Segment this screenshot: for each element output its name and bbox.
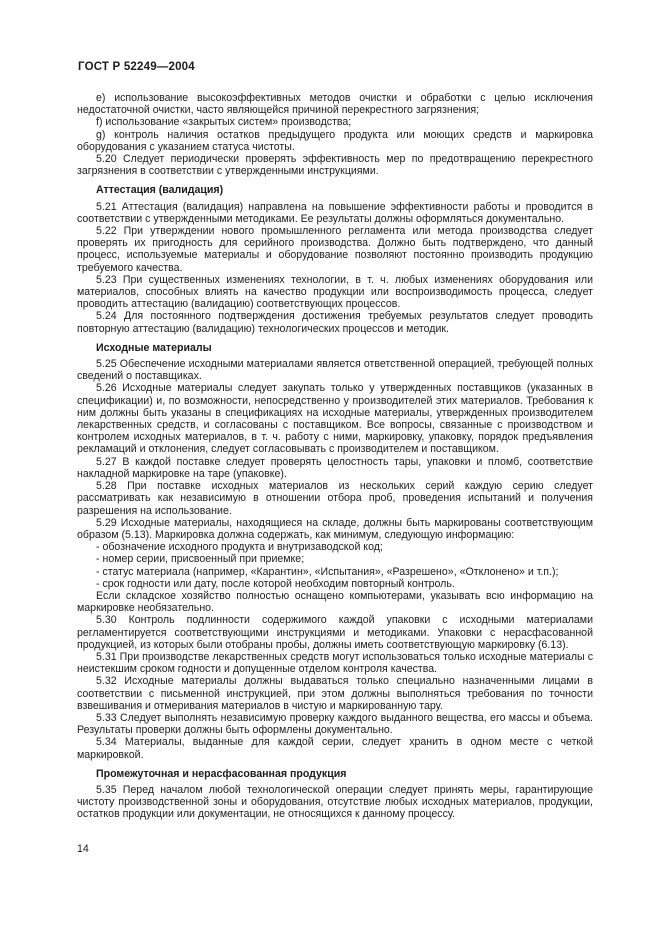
clause-5-30: 5.30 Контроль подлинности содержимого каждой упаковки с исходными материалами регламентируется соответствующими инструкциями и методиками. Упаковки с нерасфасованной продукцией, из которых были отобраны пробы, должны иметь соответствующую маркировку (6.13).: [77, 614, 593, 651]
standard-code-header: ГОСТ Р 52249—2004: [78, 61, 195, 73]
clause-5-33: 5.33 Следует выполнять независимую проверку каждого выданного вещества, его массы и объема. Результаты проверки должны быть оформлены документально.: [77, 711, 593, 737]
clause-e: e) использование высокоэффективных методов очистки и обработки с целью исключения недостаточной очистки, часто являющейся причиной перекрестного загрязнения;: [77, 92, 593, 117]
list-item-expiry-date: - срок годности или дату, после которой необходим повторный контроль.: [96, 577, 455, 590]
clause-5-34: 5.34 Материалы, выданные для каждой серии, следует хранить в одном месте с четкой маркировкой.: [77, 736, 593, 761]
clause-5-25: 5.25 Обеспечение исходными материалами является ответственной операцией, требующей полных сведений о поставщиках.: [77, 358, 593, 383]
clause-g: g) контроль наличия остатков предыдущего продукта или моющих средств и маркировка оборудования с указанием статуса чистоты.: [77, 128, 593, 153]
para-warehouse-computers: Если складское хозяйство полностью оснащено компьютерами, указывать всю информацию на маркировке необязательно.: [77, 589, 593, 615]
clause-5-35: 5.35 Перед началом любой технологической операции следует принять меры, гарантирующие чистоту производственной зоны и оборудования, отсутствие любых исходных материалов, продукции, остатков продукции или документации, не относящихся к данному процессу.: [77, 783, 593, 821]
clause-5-27: 5.27 В каждой поставке следует проверять целостность тары, упаковки и пломб, соответствие накладной маркировке на таре (упаковке).: [77, 455, 593, 480]
list-item-material-status: - статус материала (например, «Карантин», «Испытания», «Разрешено», «Отклонено» и т.п.);: [96, 565, 559, 578]
list-item-series-number: - номер серии, присвоенный при приемке;: [96, 553, 305, 566]
page-number: 14: [77, 843, 89, 855]
list-item-product-designation: - обозначение исходного продукта и внутризаводской код;: [96, 541, 383, 554]
clause-f: f) использование «закрытых систем» производства;: [96, 116, 352, 129]
clause-5-29: 5.29 Исходные материалы, находящиеся на складе, должны быть маркированы соответствующим образом (5.13). Маркировка должна содержать, как минимум, следующую информацию:: [77, 516, 593, 541]
heading-attestation-validation: Аттестация (валидация): [96, 184, 224, 197]
clause-5-23: 5.23 При существенных изменениях технологии, в т. ч. любых изменениях оборудования или материалов, способных влиять на качество продукции или воспроизводимость процесса, следует проводить аттестацию (валидацию) соответствующих процессов.: [77, 273, 593, 311]
heading-intermediate-bulk-products: Промежуточная и нерасфасованная продукция: [96, 767, 347, 780]
clause-5-32: 5.32 Исходные материалы должны выдаваться только специально назначенными лицами в соответствии с письменной инструкцией, при этом должны выполняться требования по точности взвешивания и отмеривания материалов в чистую и маркированную тару.: [77, 675, 593, 712]
clause-5-28: 5.28 При поставке исходных материалов из нескольких серий каждую серию следует рассматривать как независимую в отношении отбора проб, проведения испытаний и получения разрешения на использование.: [77, 480, 593, 517]
clause-5-21: 5.21 Аттестация (валидация) направлена на повышение эффективности работы и проводится в соответствии с утвержденными методиками. Ее результаты должны оформляться документально.: [77, 200, 593, 225]
clause-5-24: 5.24 Для постоянного подтверждения достижения требуемых результатов следует проводить повторную аттестацию (валидацию) технологических процессов и методик.: [77, 310, 593, 335]
clause-5-26: 5.26 Исходные материалы следует закупать только у утвержденных поставщиков (указанных в спецификации) и, по возможности, непосредственно у производителей этих материалов. Требования к ним должны быть указаны в спецификациях на исходные материалы, утвержденных производителем лекарственных средств, и согласованы с поставщиком. Все вопросы, связанные с производством и контролем исходных материалов, в т. ч. работу с ними, маркировку, упаковку, порядок предъявления рекламаций и отклонения, следует согласовывать с производителем и поставщиком.: [77, 382, 593, 456]
heading-source-materials: Исходные материалы: [96, 341, 212, 354]
clause-5-31: 5.31 При производстве лекарственных средств могут использоваться только исходные материалы с неистекшим сроком годности и допущенные отделом контроля качества.: [77, 650, 593, 676]
document-body: [77, 92, 593, 821]
clause-5-22: 5.22 При утверждении нового промышленного регламента или метода производства следует проверять их пригодность для серийного производства. Должно быть подтверждено, что данный процесс, используемые материалы и оборудование позволяют постоянно производить продукцию требуемого качества.: [77, 225, 593, 274]
clause-5-20: 5.20 Следует периодически проверять эффективность мер по предотвращению перекрестного загрязнения в соответствии с утвержденными инструкциями.: [77, 153, 593, 178]
